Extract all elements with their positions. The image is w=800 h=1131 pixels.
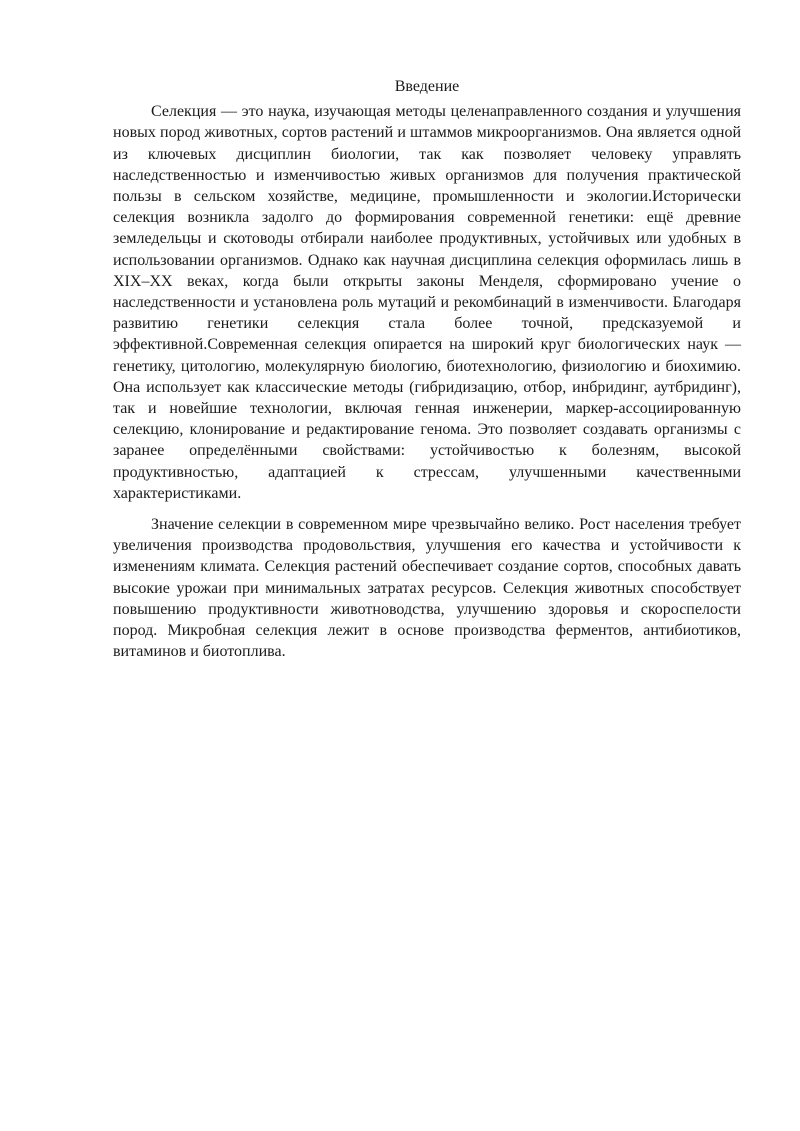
paragraph-intro: Селекция — это наука, изучающая методы целенаправленного создания и улучшения новых пород животных, сортов растений и штаммов микроорганизмов. Она является одной из ключевых дисциплин биологии, так как позволяет человеку управлять наследственностью и изменчивостью живых организмов для получения практической пользы в сельском хозяйстве, медицине, промышленности и экологии.Исторически селекция возникла задолго до формирования современной генетики: ещё древние земледельцы и скотоводы отбирали наиболее продуктивных, устойчивых или удобных в использовании организмов. Однако как научная дисциплина селекция оформилась лишь в XIX–XX веках, когда были открыты законы Менделя, сформировано учение о наследственности и установлена роль мутаций и рекомбинаций в изменчивости. Благодаря развитию генетики селекция стала более точной, предсказуемой и эффективной.Современная селекция опирается на широкий круг биологических наук — генетику, цитологию, молекулярную биологию, биотехнологию, физиологию и биохимию. Она использует как классические методы (гибридизацию, отбор, инбридинг, аутбридинг), так и новейшие технологии, включая генная инженерии, маркер-ассоциированную селекцию, клонирование и редактирование генома. Это позволяет создавать организмы с заранее определёнными свойствами: устойчивостью к болезням, высокой продуктивностью, адаптацией к стрессам, улучшенными качественными характеристиками. [113,103,741,502]
paragraph-significance: Значение селекции в современном мире чрезвычайно велико. Рост населения требует увеличения производства продовольствия, улучшения его качества и устойчивости к изменениям климата. Селекция растений обеспечивает создание сортов, способных давать высокие урожаи при минимальных затратах ресурсов. Селекция животных способствует повышению продуктивности животноводства, улучшению здоровья и скороспелости пород. Микробная селекция лежит в основе производства ферментов, антибиотиков, витаминов и биотоплива. [113,516,741,661]
document-body [113,76,741,662]
document-title: Введение [394,78,460,95]
